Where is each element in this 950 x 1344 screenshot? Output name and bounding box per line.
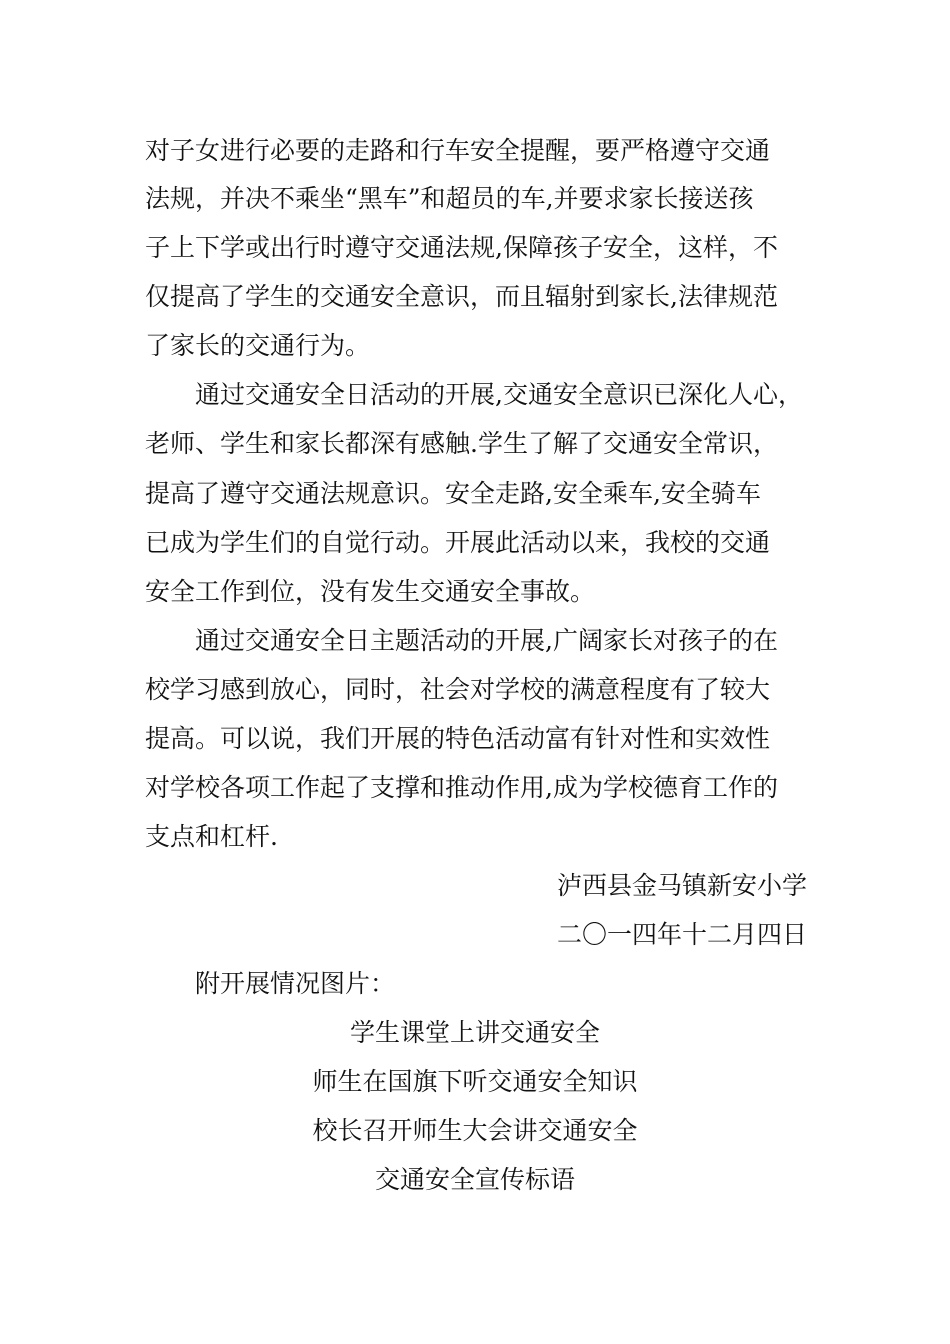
- paragraph-1-line-3: 子上下学或出行时遵守交通法规,保障孩子安全，这样，不: [145, 233, 778, 262]
- caption-1: 学生课堂上讲交通安全: [349, 1018, 600, 1047]
- paragraph-3-line-4: 对学校各项工作起了支撑和推动作用,成为学校德育工作的: [145, 773, 778, 802]
- caption-4: 交通安全宣传标语: [374, 1165, 575, 1194]
- paragraph-2-line-2: 老师、学生和家长都深有感触.学生了解了交通安全常识，: [145, 429, 778, 458]
- paragraph-1-line-5: 了家长的交通行为。: [145, 331, 371, 360]
- paragraph-3-line-1: 通过交通安全日主题活动的开展,广阔家长对孩子的在: [195, 626, 778, 655]
- signature-date: 二〇一四年十二月四日: [556, 920, 807, 949]
- paragraph-2-line-5: 安全工作到位，没有发生交通安全事故。: [145, 577, 596, 606]
- paragraph-1-line-1: 对子女进行必要的走路和行车安全提醒，要严格遵守交通: [145, 136, 771, 165]
- attachment-label: 附开展情况图片：: [195, 969, 396, 998]
- paragraph-1-line-4: 仅提高了学生的交通安全意识，而且辐射到家长,法律规范: [145, 282, 778, 311]
- paragraph-2-line-3: 提高了遵守交通法规意识。安全走路,安全乘车,安全骑车: [145, 479, 761, 508]
- paragraph-3-line-5: 支点和杠杆.: [145, 822, 278, 851]
- paragraph-1-line-2: 法规，并决不乘坐“黑车”和超员的车,并要求家长接送孩: [145, 184, 754, 213]
- paragraph-3-line-3: 提高。可以说，我们开展的特色活动富有针对性和实效性: [145, 724, 771, 753]
- caption-2: 师生在国旗下听交通安全知识: [312, 1067, 638, 1096]
- paragraph-3-line-2: 校学习感到放心，同时，社会对学校的满意程度有了较大: [145, 675, 771, 704]
- caption-3: 校长召开师生大会讲交通安全: [312, 1116, 638, 1145]
- signature-school: 泸西县金马镇新安小学: [556, 871, 807, 900]
- paragraph-2-line-4: 已成为学生们的自觉行动。开展此活动以来，我校的交通: [145, 528, 771, 557]
- paragraph-2-line-1: 通过交通安全日活动的开展,交通安全意识已深化人心，: [195, 380, 803, 409]
